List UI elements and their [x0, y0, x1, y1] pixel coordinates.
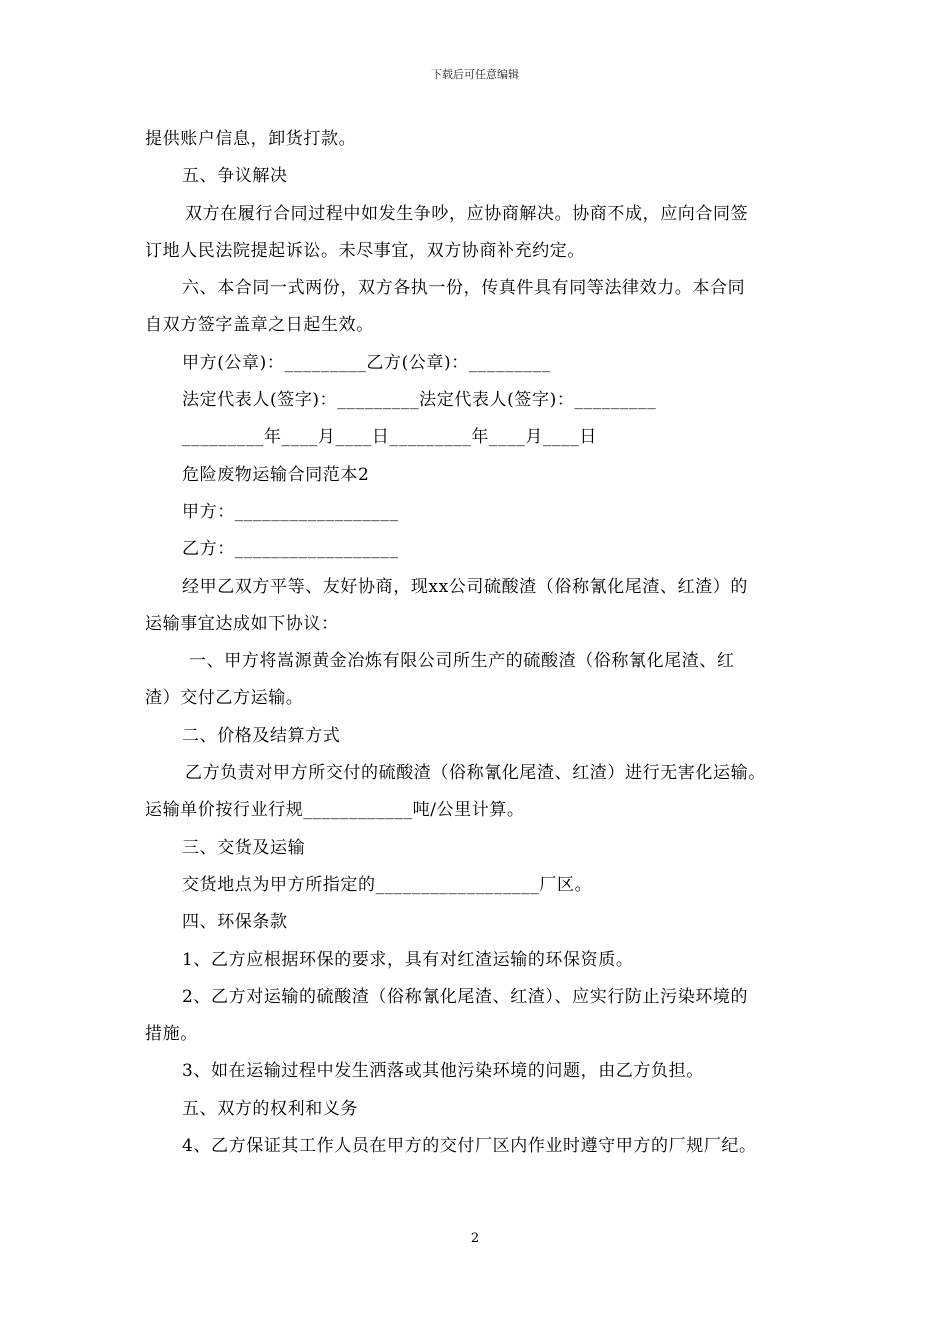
text-line: 2、乙方对运输的硫酸渣（俗称氰化尾渣、红渣）、应实行防止污染环境的	[182, 986, 749, 1007]
text-line: 提供账户信息，卸货打款。	[145, 129, 357, 149]
text-line: 订地人民法院提起诉讼。未尽事宜，双方协商补充约定。	[145, 240, 585, 261]
section-heading: 五、争议解决	[182, 166, 288, 187]
party-b-line: 乙方：__________________	[182, 539, 399, 560]
text-line: 4、乙方保证其工作人员在甲方的交付厂区内作业时遵守甲方的厂规厂纪。	[182, 1136, 757, 1157]
document-title: 危险废物运输合同范本2	[182, 464, 370, 485]
text-line: 自双方签字盖章之日起生效。	[145, 315, 374, 336]
party-a-line: 甲方：__________________	[182, 501, 399, 522]
text-line: 交货地点为甲方所指定的__________________厂区。	[182, 874, 593, 895]
text-line: 1、乙方应根据环保的要求，具有对红渣运输的环保资质。	[182, 949, 634, 970]
text-line: 3、如在运输过程中发生洒落或其他污染环境的问题，由乙方负担。	[182, 1061, 704, 1082]
section-heading: 五、双方的权利和义务	[182, 1098, 358, 1119]
text-line: 双方在履行合同过程中如发生争吵，应协商解决。协商不成，应向合同签	[185, 203, 749, 224]
signature-line: 法定代表人(签字)：_________法定代表人(签字)：_________	[182, 390, 657, 411]
text-line: 渣）交付乙方运输。	[145, 688, 304, 709]
page-number: 2	[470, 1231, 480, 1246]
text-line: 措施。	[145, 1024, 198, 1045]
text-line: 乙方负责对甲方所交付的硫酸渣（俗称氰化尾渣、红渣）进行无害化运输。	[185, 763, 766, 784]
text-line: 运输事宜达成如下协议：	[145, 613, 339, 634]
text-line: 一、甲方将嵩源黄金冶炼有限公司所生产的硫酸渣（俗称氰化尾渣、红	[189, 651, 735, 672]
section-heading: 四、环保条款	[182, 912, 288, 933]
page-header: 下载后可任意编辑	[431, 68, 519, 81]
document-body	[145, 121, 820, 1165]
section-heading: 三、交货及运输	[182, 837, 306, 858]
text-line: 经甲乙双方平等、友好协商，现xx公司硫酸渣（俗称氰化尾渣、红渣）的	[182, 576, 748, 597]
text-line: 六、本合同一式两份，双方各执一份，传真件具有同等法律效力。本合同	[182, 278, 746, 299]
section-heading: 二、价格及结算方式	[182, 725, 341, 746]
text-line: 运输单价按行业行规____________吨/公里计算。	[145, 800, 525, 821]
signature-line: 甲方(公章)：_________乙方(公章)：_________	[182, 352, 551, 373]
date-line: _________年____月____日_________年____月____日	[182, 427, 597, 448]
